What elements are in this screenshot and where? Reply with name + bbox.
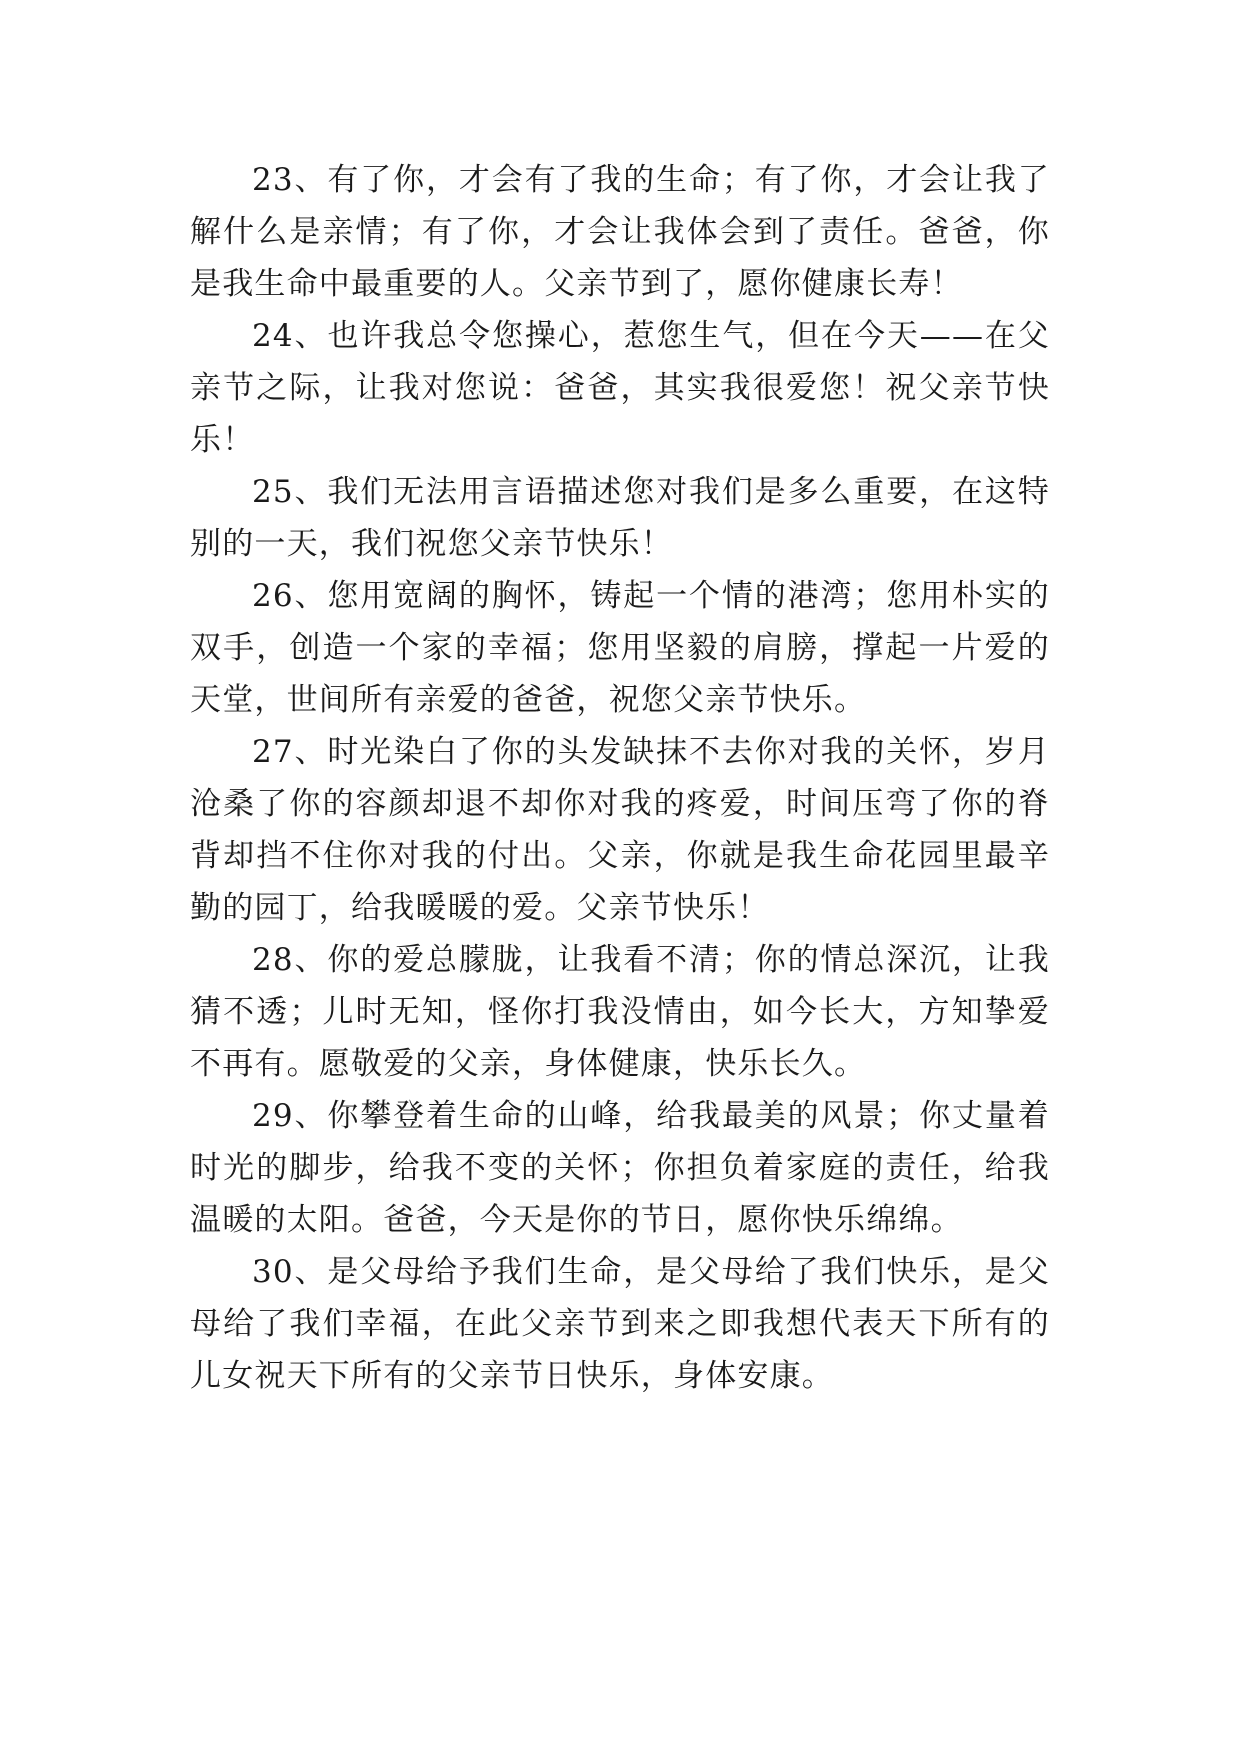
paragraph-23: 23、有了你，才会有了我的生命；有了你，才会让我了解什么是亲情；有了你，才会让我体会到了责任。爸爸，你是我生命中最重要的人。父亲节到了，愿你健康长寿！ <box>190 162 1050 302</box>
paragraph-25: 25、我们无法用言语描述您对我们是多么重要，在这特别的一天，我们祝您父亲节快乐！ <box>190 474 1050 562</box>
paragraph-28: 28、你的爱总朦胧，让我看不清；你的情总深沉，让我猜不透；儿时无知，怪你打我没情由，如今长大，方知挚爱不再有。愿敬爱的父亲，身体健康，快乐长久。 <box>190 942 1050 1082</box>
paragraph-26: 26、您用宽阔的胸怀，铸起一个情的港湾；您用朴实的双手，创造一个家的幸福；您用坚毅的肩膀，撑起一片爱的天堂，世间所有亲爱的爸爸，祝您父亲节快乐。 <box>190 578 1050 718</box>
paragraph-29: 29、你攀登着生命的山峰，给我最美的风景；你丈量着时光的脚步，给我不变的关怀；你担负着家庭的责任，给我温暖的太阳。爸爸，今天是你的节日，愿你快乐绵绵。 <box>190 1098 1050 1238</box>
paragraph-24: 24、也许我总令您操心，惹您生气，但在今天——在父亲节之际，让我对您说：爸爸，其实我很爱您！祝父亲节快乐！ <box>190 318 1050 458</box>
document-body <box>190 154 1050 1402</box>
paragraph-30: 30、是父母给予我们生命，是父母给了我们快乐，是父母给了我们幸福，在此父亲节到来之即我想代表天下所有的儿女祝天下所有的父亲节日快乐，身体安康。 <box>190 1254 1050 1394</box>
paragraph-27: 27、时光染白了你的头发缺抹不去你对我的关怀，岁月沧桑了你的容颜却退不却你对我的疼爱，时间压弯了你的脊背却挡不住你对我的付出。父亲，你就是我生命花园里最辛勤的园丁，给我暖暖的爱。父亲节快乐！ <box>190 734 1050 926</box>
